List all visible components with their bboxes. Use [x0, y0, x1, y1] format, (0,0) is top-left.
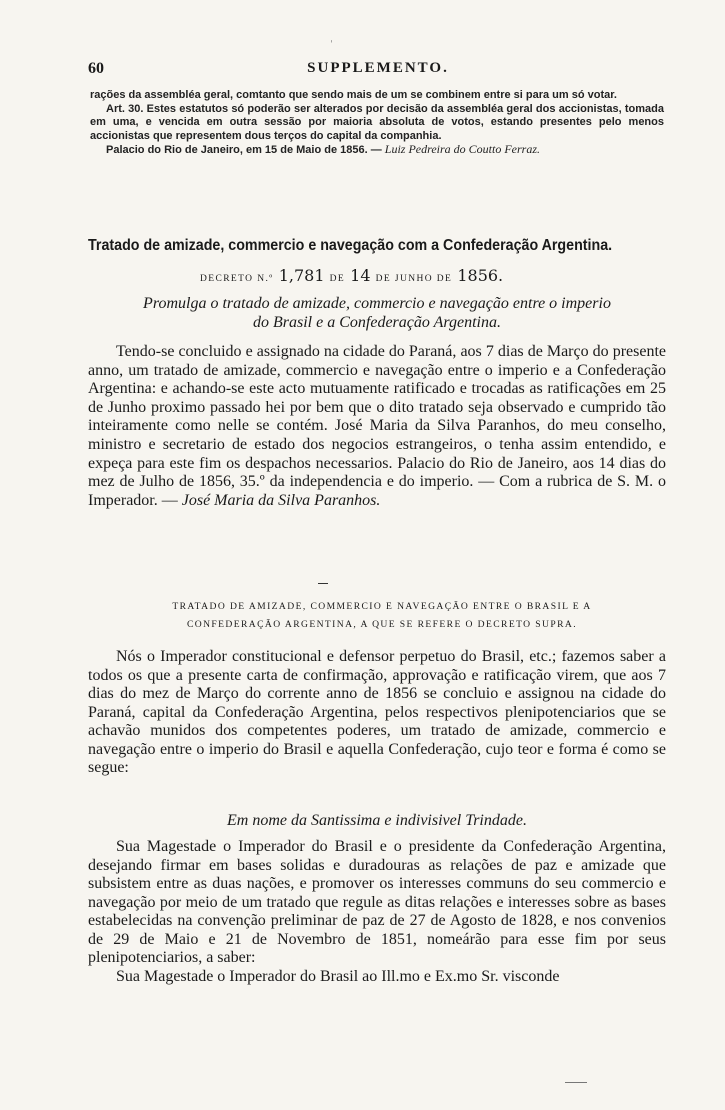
tratado-title: [94, 598, 670, 634]
treaty-heading: Tratado de amizade, commercio e navegação com a Confederação Argentina.: [88, 237, 613, 254]
decree-de-1: DE: [329, 274, 346, 284]
decree-day: 14: [350, 266, 371, 285]
decree-line: [200, 266, 560, 285]
previous-signature-line: [90, 143, 664, 158]
decree-year: 1856.: [457, 266, 504, 285]
promulga-line-2: do Brasil e a Confederação Argentina.: [253, 314, 501, 331]
promulga-summary: [88, 294, 666, 332]
previous-signatory: Luiz Pedreira do Coutto Ferraz.: [384, 142, 541, 157]
preamble-paragraph: [88, 838, 666, 986]
separator-mark: [318, 583, 328, 584]
previous-text-line: rações da assembléa geral, comtanto que sendo mais de um se combinem entre si para um só votar.: [90, 89, 617, 101]
catchword-dash: [565, 1082, 587, 1083]
decree-paragraph: [88, 343, 666, 510]
page-number: 60: [88, 60, 104, 77]
article-30: Art. 30. Estes estatutos só poderão ser alterados por decisão da assembléa geral dos accionistas, tomada em uma, e vencida em outra sessão por maioria absoluta de votos, estando presentes pelo menos accionistas que representem dous terços do capital da companhia.: [90, 102, 664, 142]
decree-prefix: DECRETO N.º: [200, 274, 274, 284]
decree-body: [88, 343, 666, 510]
top-mark: ˈ: [330, 40, 333, 51]
page-header: [88, 60, 668, 82]
decree-de-2: DE JUNHO DE: [375, 274, 453, 284]
proclamation-paragraph: [88, 648, 666, 778]
tratado-title-line-1: TRATADO DE AMIZADE, COMMERCIO E NAVEGAÇÃO ENTRE O BRASIL E A: [172, 601, 592, 612]
decree-body-text: Tendo-se concluido e assignado na cidade do Paraná, aos 7 dias de Março do presente anno, um tratado de amizade, commercio e navegação entre o imperio e a Confederação Argentina: e achando-se este acto mutuamente ratificado e trocadas as ratificações em 25 de Junho proximo passado hei por bem que o dito tratado seja observado e cumprido tão inteiramente como nelle se contém. José Maria da Silva Paranhos, do meu conselho, ministro e secretario de estado dos negocios estrangeiros, o tenha assim entendido, e expeça para este fim os despachos necessarios. Palacio do Rio de Janeiro, aos 14 dias do mez de Julho de 1856, 35.º da independencia e do imperio. — Com a rubrica de S. M. o Imperador. —: [88, 343, 666, 509]
invocation: Em nome da Santissima e indivisivel Trindade.: [227, 812, 527, 829]
promulga-line-1: Promulga o tratado de amizade, commercio e navegação entre o imperio: [143, 295, 611, 312]
last-line: Sua Magestade o Imperador do Brasil ao Ill.mo e Ex.mo Sr. visconde: [116, 967, 560, 985]
decree-number: 1,781: [278, 266, 325, 285]
previous-section: [90, 89, 664, 158]
proclamation-text: Nós o Imperador constitucional e defensor perpetuo do Brasil, etc.; fazemos saber a todos os que a presente carta de confirmação, approvação e ratificação virem, que aos 7 dias do mez de Março do corrente anno de 1856 se concluio e assignou na cidade do Paraná, capital da Confederação Argentina, pelos respectivos plenipotenciarios que se achavão munidos dos competentes poderes, um tratado de amizade, commercio e navegação entre o imperio do Brasil e aquella Confederação, cujo teor e forma é como se segue:: [88, 648, 666, 776]
decree-signatory: José Maria da Silva Paranhos.: [181, 491, 381, 509]
preamble-text: Sua Magestade o Imperador do Brasil e o presidente da Confederação Argentina, desejando firmar em bases solidas e duradouras as relações de paz e amizade que subsistem entre as duas nações, e promover os interesses communs do seu commercio e navegação por meio de um tratado que regule as ditas relações e interesses sobre as bases estabelecidas na convenção preliminar de paz de 27 de Agosto de 1828, e nos convenios de 29 de Maio e 21 de Novembro de 1851, nomeárão para esse fim por seus plenipotenciarios, a saber:: [88, 838, 666, 966]
tratado-title-line-2: CONFEDERAÇÃO ARGENTINA, A QUE SE REFERE O DECRETO SUPRA.: [186, 619, 578, 630]
running-title: SUPPLEMENTO.: [307, 60, 449, 76]
palacio-date: Palacio do Rio de Janeiro, em 15 de Maio de 1856. —: [106, 144, 382, 157]
